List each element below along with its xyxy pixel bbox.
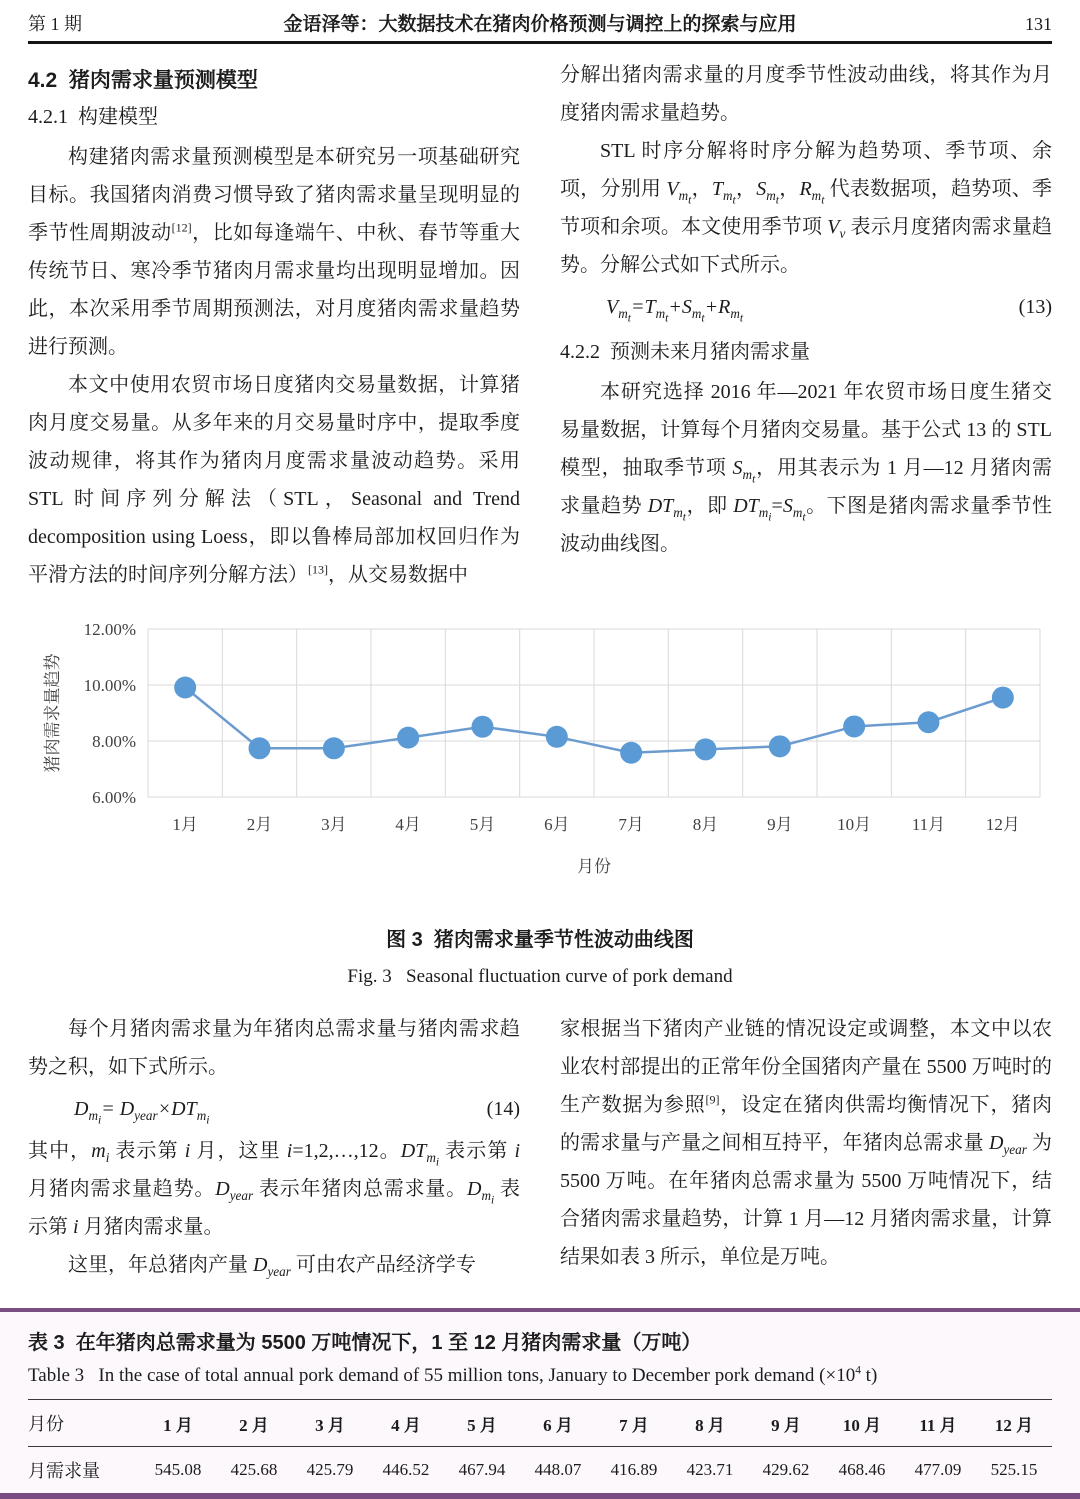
table-header-cell: 7 月 [619, 1415, 649, 1435]
x-tick-label: 6月 [544, 815, 570, 834]
x-tick-label: 7月 [618, 815, 644, 834]
table-header-cell: 3 月 [315, 1415, 345, 1435]
data-point-marker [174, 677, 196, 699]
table-cell: 545.08 [154, 1460, 202, 1479]
data-point-marker [843, 715, 865, 737]
equation-13 [560, 284, 1052, 330]
table-header-cell: 1 月 [163, 1415, 193, 1435]
x-tick-label: 11月 [911, 815, 946, 834]
data-point-marker [472, 716, 494, 738]
paragraph: STL 时序分解将时序分解为趋势项、季节项、余项，分别用 $V_{m_t}$，$T_{m_t}$，$S_{m_t}$，$R_{m_t}$ 代表数据项，趋势项、季节项和余项。本文使用季节项 $V_v$ 表示月度猪肉需求量趋势。分解公式如下式所示。 [560, 140, 1053, 276]
table-header-row [28, 1400, 1052, 1447]
table-cell: 月需求量 [28, 1461, 100, 1481]
table-cell: 425.68 [230, 1460, 278, 1479]
x-axis-label: 月份 [577, 857, 611, 876]
data-point-marker [620, 742, 642, 764]
paragraph: 其中，$m_i$ 表示第 i 月，这里 i=1,2,…,12。$DT_{m_i}$ 表示第 i 月猪肉需求量趋势。$D_{year}$ 表示年猪肉总需求量。$D_{m_i}$ 表示第 i 月猪肉需求量。 [28, 1140, 521, 1238]
y-axis-label: 猪肉需求量趋势 [43, 653, 62, 773]
lower-columns [28, 1010, 1052, 1284]
x-tick-label: 8月 [692, 815, 719, 834]
upper-right-column [560, 56, 1052, 594]
x-tick-label: 9月 [767, 815, 793, 834]
figure-3 [0, 600, 1080, 988]
figure-caption-zh: 图 3 猪肉需求量季节性波动曲线图 [386, 929, 694, 951]
equation-13-formula: $V_{m_t}=T_{m_t}+S_{m_t}+R_{m_t}$ [606, 296, 744, 325]
data-point-marker [992, 687, 1014, 709]
table-caption-zh: 表 3 在年猪肉总需求量为 5500 万吨情况下，1 至 12 月猪肉需求量（万吨） [28, 1332, 702, 1354]
paragraph: 构建猪肉需求量预测模型是本研究另一项基础研究目标。我国猪肉消费习惯导致了猪肉需求量呈现明显的季节性周期波动[12]，比如每逢端午、中秋、春节等重大传统节日、寒冷季节猪肉月需求量均出现明显增加。因此，本次采用季节周期预测法，对月度猪肉需求量趋势进行预测。 [28, 146, 521, 358]
section-4-2-1-heading: 4.2.1 构建模型 [28, 106, 158, 128]
table-header-cell: 12 月 [994, 1415, 1034, 1435]
y-tick-label: 8.00% [92, 732, 136, 751]
data-point-marker [397, 727, 419, 749]
upper-columns [28, 56, 1052, 594]
data-point-marker [249, 737, 271, 759]
data-point-marker [546, 726, 568, 748]
x-tick-label: 4月 [395, 815, 421, 834]
section-4-2-heading: 4.2 猪肉需求量预测模型 [28, 69, 258, 92]
equation-14-formula: $D_{m_i}= D_{year}\times DT_{m_i}$ [74, 1098, 210, 1127]
running-title: 金语泽等：大数据技术在猪肉价格预测与调控上的探索与应用 [283, 14, 797, 35]
equation-14 [28, 1086, 520, 1132]
table-header-cell: 4 月 [391, 1415, 421, 1435]
x-tick-label: 1月 [172, 815, 198, 834]
paragraph: 分解出猪肉需求量的月度季节性波动曲线，将其作为月度猪肉需求量趋势。 [560, 64, 1052, 124]
table-header-cell: 月份 [28, 1414, 64, 1434]
table-header-cell: 10 月 [842, 1415, 882, 1435]
figure-caption-en: Fig. 3 Seasonal fluctuation curve of pork demand [347, 966, 733, 987]
table-header-cell: 2 月 [239, 1415, 269, 1435]
table-header-cell: 9 月 [771, 1415, 801, 1435]
table-cell: 425.79 [306, 1460, 354, 1479]
table-data-row [28, 1447, 1052, 1494]
equation-13-number: (13) [1018, 296, 1052, 318]
table-header-cell: 8 月 [695, 1415, 725, 1435]
paragraph: 家根据当下猪肉产业链的情况设定或调整，本文中以农业农村部提出的正常年份全国猪肉产量在 5500 万吨时的生产数据为参照[9]，设定在猪肉供需均衡情况下，猪肉的需求量与产量之间相互持平，年猪肉总需求量 $D_{year}$ 为 5500 万吨。在年猪肉总需求量为 5500 万吨情况下，结合猪肉需求量趋势，计算 1 月—12 月猪肉需求量，计算结果如表 3 所示，单位是万吨。 [560, 1018, 1053, 1268]
table-header-cell: 11 月 [919, 1415, 957, 1435]
table-cell: 477.09 [914, 1460, 962, 1479]
y-tick-label: 10.00% [83, 676, 136, 695]
table-cell: 429.62 [762, 1460, 810, 1479]
table-cell: 416.89 [610, 1460, 658, 1479]
table-caption-en: Table 3 In the case of total annual pork demand of 55 million tons, January to December pork demand ($\times 10^4$ t) [28, 1364, 878, 1386]
table-header-cell: 5 月 [467, 1415, 497, 1435]
table-cell: 467.94 [458, 1460, 506, 1479]
table-cell: 448.07 [534, 1460, 582, 1479]
running-header [28, 0, 1052, 36]
section-4-2-2-heading: 4.2.2 预测未来月猪肉需求量 [560, 341, 810, 363]
upper-left-column [28, 56, 520, 594]
y-tick-label: 6.00% [92, 788, 136, 807]
page-number: 131 [1025, 14, 1052, 34]
data-point-marker [769, 735, 791, 757]
header-rule [28, 41, 1052, 44]
paragraph: 本文中使用农贸市场日度猪肉交易量数据，计算猪肉月度交易量。从多年来的月交易量时序中，提取季度波动规律，将其作为猪肉月度需求量波动趋势。采用 STL 时间序列分解法（STL，Seasonal and Trend decomposition using Loess，即以鲁棒局部加权回归作为平滑方法的时间序列分解方法）[13]，从交易数据中 [28, 374, 520, 586]
journal-issue: 第 1 期 [28, 14, 82, 34]
x-tick-label: 12月 [985, 815, 1020, 834]
x-tick-label: 5月 [469, 815, 496, 834]
monthly-demand-table [28, 1399, 1052, 1493]
table-cell: 446.52 [382, 1460, 430, 1479]
table-cell: 468.46 [838, 1460, 886, 1479]
data-point-marker [323, 737, 345, 759]
paragraph: 本研究选择 2016 年—2021 年农贸市场日度生猪交易量数据，计算每个月猪肉交易量。基于公式 13 的 STL 模型，抽取季节项 $S_{m_t}$，用其表示为 1 月—12 月猪肉需求量趋势 $DT_{m_t}$，即 $DT_{m_i}=S_{m_t}$。下图是猪肉需求量季节性波动曲线图。 [560, 381, 1053, 555]
data-point-marker [918, 711, 940, 733]
lower-right-column [560, 1010, 1052, 1284]
table-cell: 525.15 [990, 1460, 1038, 1479]
paragraph: 每个月猪肉需求量为年猪肉总需求量与猪肉需求趋势之积，如下式所示。 [28, 1018, 520, 1078]
x-tick-label: 3月 [321, 815, 347, 834]
equation-14-number: (14) [486, 1098, 520, 1120]
table-3-block [0, 1308, 1080, 1499]
y-tick-label: 12.00% [83, 620, 136, 639]
x-tick-label: 10月 [837, 815, 872, 834]
lower-left-column [28, 1010, 520, 1284]
data-point-marker [695, 738, 717, 760]
x-tick-label: 2月 [246, 815, 273, 834]
table-header-cell: 6 月 [543, 1415, 573, 1435]
seasonal-fluctuation-chart [0, 600, 1080, 892]
table-cell: 423.71 [686, 1460, 734, 1479]
paragraph: 这里，年总猪肉产量 $D_{year}$ 可由农产品经济学专 [68, 1254, 476, 1279]
